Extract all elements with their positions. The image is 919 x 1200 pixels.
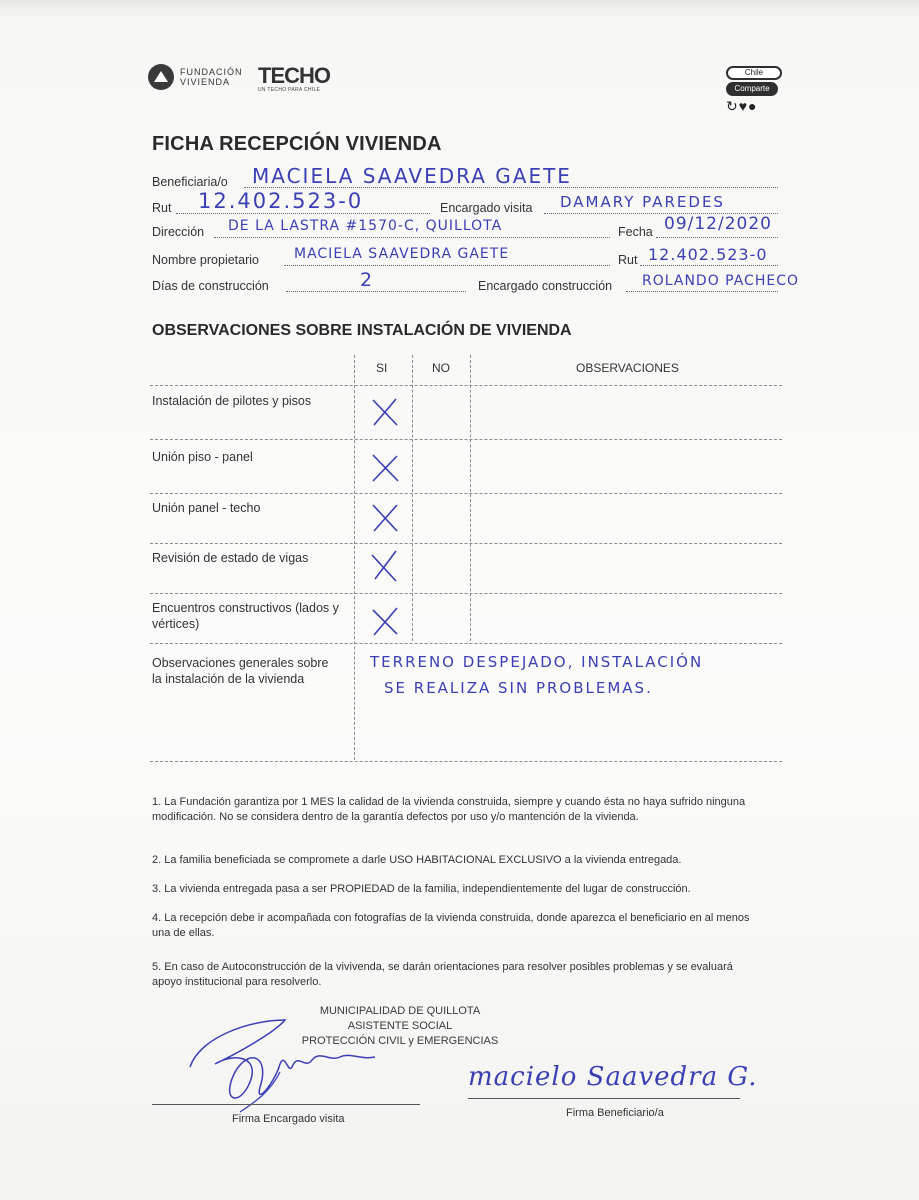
table-divider <box>470 355 471 641</box>
dias-line <box>286 291 466 292</box>
table-rule <box>150 543 782 544</box>
general-observation-line1: TERRENO DESPEJADO, INSTALACIÓN <box>370 653 704 671</box>
fundacion-line1: FUNDACIÓN <box>180 67 243 77</box>
row-label: Revisión de estado de vigas <box>152 551 309 565</box>
beneficiario-value: MACIELA SAAVEDRA GAETE <box>252 164 572 188</box>
check-x-mark <box>368 451 402 485</box>
beneficiario-signature: macielo Saavedra G. <box>468 1062 758 1092</box>
rut-line <box>176 213 430 214</box>
note-4: 4. La recepción debe ir acompañada con fotografías de la vivienda construida, donde aparezca el beneficiario en al menos una de ellas. <box>152 912 750 939</box>
fundacion-logo-icon <box>148 64 174 90</box>
fundacion-vivienda-logo <box>148 64 243 90</box>
rut2-value: 12.402.523-0 <box>648 245 768 264</box>
techo-subtitle: UN TECHO PARA CHILE <box>258 87 321 93</box>
check-x-mark <box>368 501 402 535</box>
table-rule <box>150 493 782 494</box>
encargado-visita-value: DAMARY PAREDES <box>560 193 725 211</box>
check-x-mark <box>368 395 402 429</box>
table-rule <box>150 593 782 594</box>
dias-label: Días de construcción <box>152 279 269 293</box>
note-3: 3. La vivienda entregada pasa a ser PROPIEDAD de la familia, independientemente del lugar de construcción. <box>152 883 691 895</box>
note-5: 5. En caso de Autoconstrucción de la vivivenda, se darán orientaciones para resolver posibles problemas y se evaluará apoyo institucional para resolverlo. <box>152 961 733 988</box>
stamp-line1: MUNICIPALIDAD DE QUILLOTA <box>319 1005 481 1017</box>
note-2: 2. La familia beneficiada se compromete a darle USO HABITACIONAL EXCLUSIVO a la vivienda entregada. <box>152 854 682 866</box>
table-rule <box>150 439 782 440</box>
direccion-line <box>214 237 610 238</box>
table-rule <box>150 385 782 386</box>
beneficiario-signature-line <box>468 1098 740 1099</box>
fecha-line <box>656 237 778 238</box>
encargado-visita-label: Encargado visita <box>440 201 533 215</box>
row-label: Instalación de pilotes y pisos <box>152 394 312 408</box>
fecha-value: 09/12/2020 <box>664 214 772 234</box>
observaciones-title: OBSERVACIONES SOBRE INSTALACIÓN DE VIVIENDA <box>152 322 572 339</box>
encargado-signature-line <box>152 1104 420 1105</box>
fecha-label: Fecha <box>618 225 653 239</box>
table-rule <box>150 761 782 762</box>
fundacion-line2: VIVIENDA <box>180 77 231 87</box>
encargado-construccion-value: ROLANDO PACHECO <box>642 273 799 289</box>
page-title: FICHA RECEPCIÓN VIVIENDA <box>152 133 442 155</box>
propietario-line <box>284 265 610 266</box>
encargado-signature-label: Firma Encargado visita <box>232 1113 345 1125</box>
stamp-line3: PROTECCIÓN CIVIL y EMERGENCIAS <box>301 1035 499 1047</box>
comparte-pill: Comparte <box>726 82 778 96</box>
encargado-signature <box>180 1012 400 1117</box>
row-label: Unión panel - techo <box>152 501 261 515</box>
header-si: SI <box>376 361 388 375</box>
rut-value: 12.402.523-0 <box>198 189 364 213</box>
propietario-label: Nombre propietario <box>152 253 259 267</box>
direccion-label: Dirección <box>152 225 205 239</box>
chile-pill: Chile <box>726 66 782 80</box>
check-x-mark <box>368 605 402 639</box>
table-rule <box>150 643 782 644</box>
header-no: NO <box>432 361 450 375</box>
general-label: Observaciones generales sobre la instalación de la vivienda <box>152 656 329 686</box>
heart-arrow-icon: ↻♥● <box>726 98 758 114</box>
table-divider <box>354 355 355 760</box>
inspection-table <box>150 355 782 765</box>
rut-label: Rut <box>152 201 172 215</box>
table-divider <box>412 355 413 641</box>
dias-value: 2 <box>360 269 375 291</box>
general-observation-line2: SE REALIZA SIN PROBLEMAS. <box>384 679 653 697</box>
encargado-construccion-label: Encargado construcción <box>478 279 613 293</box>
row-label: Unión piso - panel <box>152 450 253 464</box>
rut2-label: Rut <box>618 253 638 267</box>
direccion-value: DE LA LASTRA #1570-C, QUILLOTA <box>228 218 503 234</box>
encargado-construccion-line <box>626 291 778 292</box>
rut2-line <box>640 265 778 266</box>
techo-wordmark: TECHO <box>258 63 330 88</box>
beneficiario-signature-label: Firma Beneficiario/a <box>566 1107 664 1119</box>
check-x-mark <box>368 549 402 583</box>
beneficiario-label: Beneficiaria/o <box>152 175 228 189</box>
note-1: 1. La Fundación garantiza por 1 MES la calidad de la vivienda construida, siempre y cuando ésta no haya sufrido ninguna modificación. No se considera dentro de la garantía defectos por uso y/o mantención de la vivienda. <box>152 796 746 823</box>
header-observaciones: OBSERVACIONES <box>576 361 679 375</box>
row-label: Encuentros constructivos (lados y vértices) <box>152 601 339 631</box>
propietario-value: MACIELA SAAVEDRA GAETE <box>294 246 510 262</box>
stamp-line2: ASISTENTE SOCIAL <box>347 1020 453 1032</box>
chile-comparte-logo <box>726 66 778 116</box>
techo-logo <box>258 63 330 93</box>
